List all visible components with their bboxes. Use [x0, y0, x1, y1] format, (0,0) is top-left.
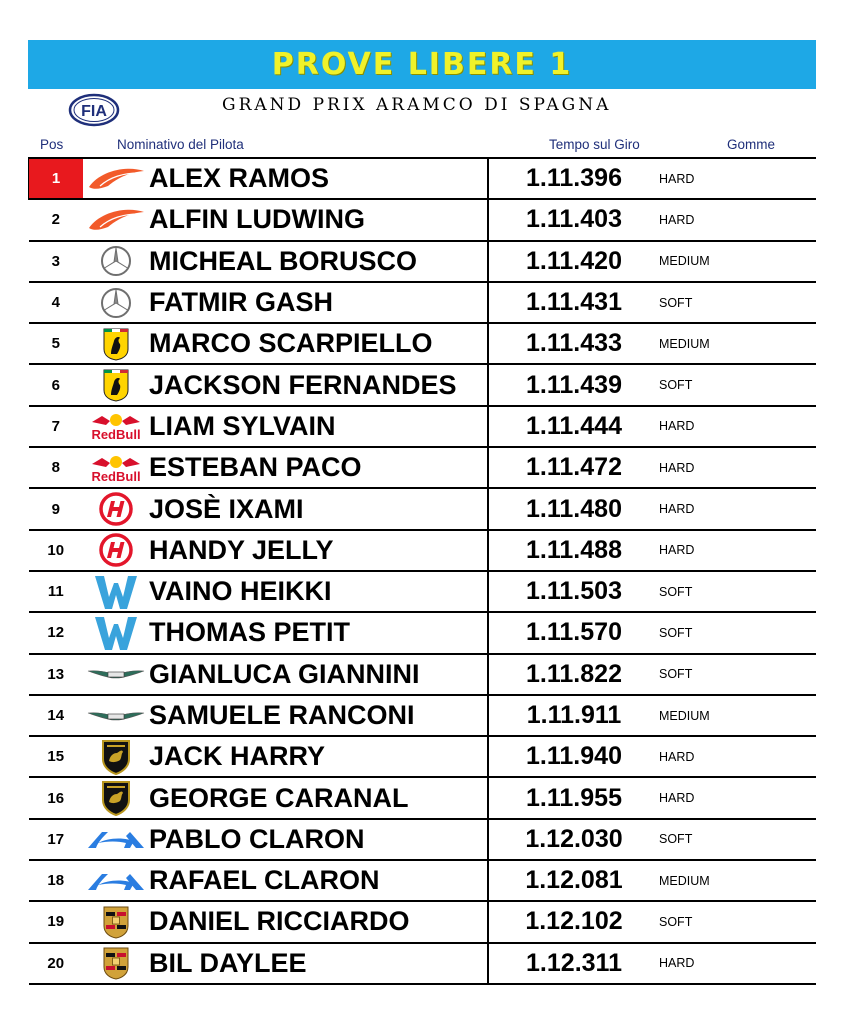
table-row — [29, 364, 817, 405]
tyre-compound: SOFT — [659, 282, 816, 323]
table-row — [29, 901, 817, 942]
position-cell: 17 — [29, 819, 84, 860]
mercedes-logo-icon — [83, 282, 149, 323]
lap-time: 1.11.444 — [488, 406, 659, 447]
alpine-logo-icon — [83, 819, 149, 860]
table-row — [29, 323, 817, 364]
tyre-compound: HARD — [659, 447, 816, 488]
lap-time: 1.11.420 — [488, 241, 659, 282]
tyre-compound: MEDIUM — [659, 323, 816, 364]
haas-logo-icon — [83, 530, 149, 571]
table-row — [29, 819, 817, 860]
table-row — [29, 695, 817, 736]
tyre-compound: HARD — [659, 736, 816, 777]
lap-time: 1.11.488 — [488, 530, 659, 571]
ferrari-logo-icon — [83, 323, 149, 364]
lap-time: 1.11.433 — [488, 323, 659, 364]
table-row — [29, 860, 817, 901]
table-row — [29, 282, 817, 323]
lap-time: 1.11.955 — [488, 777, 659, 818]
position-cell: 18 — [29, 860, 84, 901]
tyre-compound: SOFT — [659, 901, 816, 942]
driver-name: HANDY JELLY — [149, 530, 488, 571]
haas-logo-icon — [83, 488, 149, 529]
lap-time: 1.11.911 — [488, 695, 659, 736]
position-cell: 7 — [29, 406, 84, 447]
driver-name: ALEX RAMOS — [149, 158, 488, 199]
lap-time: 1.11.822 — [488, 654, 659, 695]
tyre-compound: HARD — [659, 777, 816, 818]
tyre-compound: HARD — [659, 530, 816, 571]
ferrari-logo-icon — [83, 364, 149, 405]
svg-text:RedBull: RedBull — [91, 427, 141, 443]
redbull-logo-icon — [83, 447, 149, 488]
position-cell: 1 — [29, 158, 84, 199]
driver-name: BIL DAYLEE — [149, 943, 488, 984]
table-row — [29, 943, 817, 984]
table-row — [29, 158, 817, 199]
col-header-tyres: Gomme — [727, 137, 776, 152]
driver-name: MARCO SCARPIELLO — [149, 323, 488, 364]
driver-name: PABLO CLARON — [149, 819, 488, 860]
position-cell: 20 — [29, 943, 84, 984]
driver-name: JACKSON FERNANDES — [149, 364, 488, 405]
tyre-compound: MEDIUM — [659, 241, 816, 282]
table-row — [29, 406, 817, 447]
table-row — [29, 447, 817, 488]
lap-time: 1.11.940 — [488, 736, 659, 777]
col-header-driver: Nominativo del Pilota — [117, 137, 244, 152]
driver-name: THOMAS PETIT — [149, 612, 488, 653]
position-cell: 12 — [29, 612, 84, 653]
position-cell: 10 — [29, 530, 84, 571]
driver-name: JACK HARRY — [149, 736, 488, 777]
porsche-logo-icon — [83, 943, 149, 984]
table-row — [29, 612, 817, 653]
lap-time: 1.11.472 — [488, 447, 659, 488]
williams-logo-icon — [83, 571, 149, 612]
redbull-logo-icon — [83, 406, 149, 447]
tyre-compound: SOFT — [659, 571, 816, 612]
position-cell: 5 — [29, 323, 84, 364]
porsche-logo-icon — [83, 901, 149, 942]
driver-name: ALFIN LUDWING — [149, 199, 488, 240]
driver-name: RAFAEL CLARON — [149, 860, 488, 901]
astonmartin-logo-icon — [83, 654, 149, 695]
tyre-compound: SOFT — [659, 654, 816, 695]
driver-name: GEORGE CARANAL — [149, 777, 488, 818]
position-cell: 8 — [29, 447, 84, 488]
table-row — [29, 241, 817, 282]
mclaren-logo-icon — [83, 199, 149, 240]
position-cell: 2 — [29, 199, 84, 240]
position-cell: 15 — [29, 736, 84, 777]
fia-logo — [68, 93, 120, 127]
lap-time: 1.11.396 — [488, 158, 659, 199]
driver-name: GIANLUCA GIANNINI — [149, 654, 488, 695]
tyre-compound: SOFT — [659, 612, 816, 653]
lap-time: 1.12.311 — [488, 943, 659, 984]
position-cell: 19 — [29, 901, 84, 942]
alpine-logo-icon — [83, 860, 149, 901]
mclaren-logo-icon — [83, 158, 149, 199]
driver-name: LIAM SYLVAIN — [149, 406, 488, 447]
lap-time: 1.12.030 — [488, 819, 659, 860]
driver-name: VAINO HEIKKI — [149, 571, 488, 612]
mercedes-logo-icon — [83, 241, 149, 282]
position-cell: 16 — [29, 777, 84, 818]
table-row — [29, 530, 817, 571]
position-cell: 11 — [29, 571, 84, 612]
lap-time: 1.11.503 — [488, 571, 659, 612]
table-row — [29, 736, 817, 777]
lap-time: 1.11.439 — [488, 364, 659, 405]
table-row — [29, 777, 817, 818]
table-row — [29, 199, 817, 240]
lap-time: 1.12.081 — [488, 860, 659, 901]
tyre-compound: HARD — [659, 406, 816, 447]
tyre-compound: HARD — [659, 199, 816, 240]
lap-time: 1.11.570 — [488, 612, 659, 653]
lap-time: 1.12.102 — [488, 901, 659, 942]
tyre-compound: MEDIUM — [659, 860, 816, 901]
table-row — [29, 488, 817, 529]
tyre-compound: SOFT — [659, 364, 816, 405]
svg-text:RedBull: RedBull — [91, 468, 141, 484]
position-cell: 4 — [29, 282, 84, 323]
driver-name: FATMIR GASH — [149, 282, 488, 323]
position-cell: 9 — [29, 488, 84, 529]
position-cell: 6 — [29, 364, 84, 405]
classification-table — [28, 157, 816, 985]
lap-time: 1.11.431 — [488, 282, 659, 323]
position-cell: 14 — [29, 695, 84, 736]
table-row — [29, 654, 817, 695]
tyre-compound: MEDIUM — [659, 695, 816, 736]
driver-name: MICHEAL BORUSCO — [149, 241, 488, 282]
tyre-compound: HARD — [659, 943, 816, 984]
svg-text:FIA: FIA — [81, 103, 107, 120]
driver-name: ESTEBAN PACO — [149, 447, 488, 488]
lamborghini-logo-icon — [83, 736, 149, 777]
tyre-compound: HARD — [659, 158, 816, 199]
lap-time: 1.11.480 — [488, 488, 659, 529]
title-banner — [28, 40, 816, 89]
tyre-compound: HARD — [659, 488, 816, 529]
position-cell: 13 — [29, 654, 84, 695]
table-row — [29, 571, 817, 612]
grand-prix-subtitle: GRAND PRIX ARAMCO DI SPAGNA — [222, 95, 612, 115]
astonmartin-logo-icon — [83, 695, 149, 736]
col-header-lap-time: Tempo sul Giro — [549, 137, 640, 152]
lap-time: 1.11.403 — [488, 199, 659, 240]
tyre-compound: SOFT — [659, 819, 816, 860]
page-title: PROVE LIBERE 1 — [271, 47, 573, 82]
driver-name: JOSÈ IXAMI — [149, 488, 488, 529]
williams-logo-icon — [83, 612, 149, 653]
position-cell: 3 — [29, 241, 84, 282]
driver-name: DANIEL RICCIARDO — [149, 901, 488, 942]
lamborghini-logo-icon — [83, 777, 149, 818]
col-header-pos: Pos — [40, 137, 64, 152]
driver-name: SAMUELE RANCONI — [149, 695, 488, 736]
